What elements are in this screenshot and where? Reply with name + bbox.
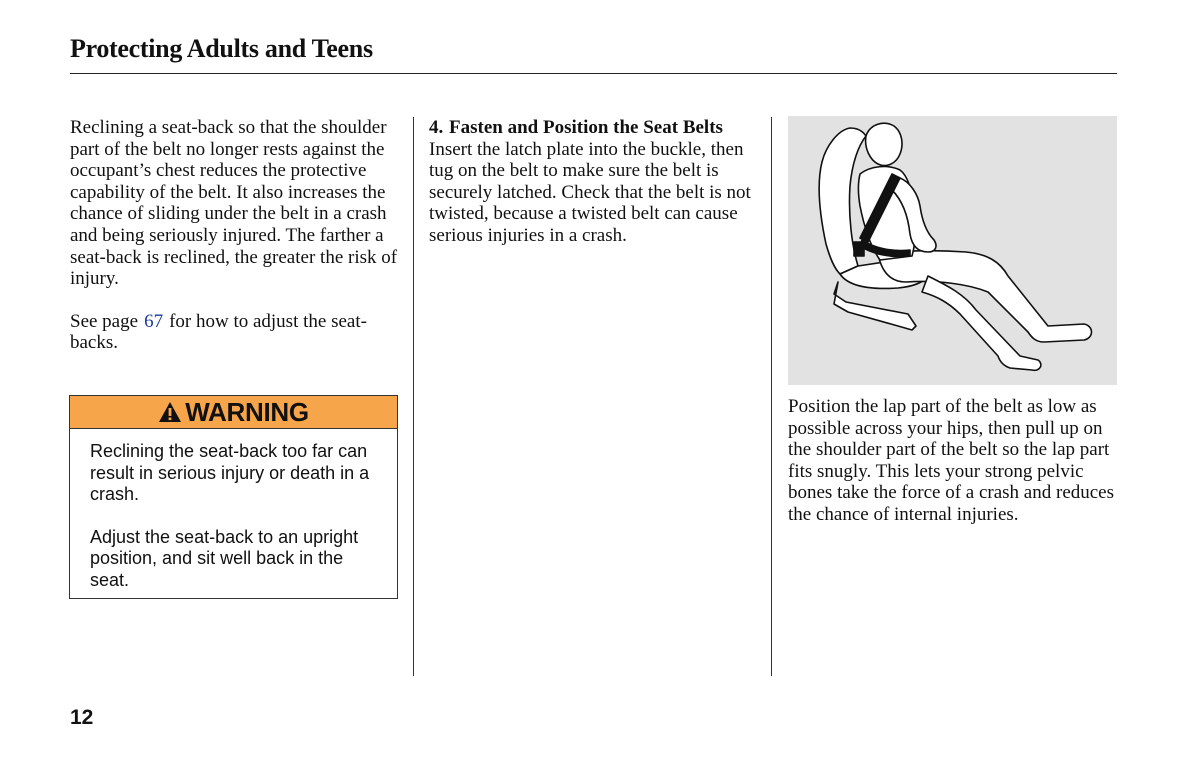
see-page-prefix: See page: [70, 310, 139, 332]
warning-text-1: Reclining the seat-back too far can result in serious injury or death in a crash.: [90, 441, 370, 505]
fasten-paragraph: Insert the latch plate into the buckle, then tug on the belt to make sure the belt is securely latched. Check that the belt is not twisted, because a twisted belt can cause serious injuries in a crash.: [429, 138, 751, 246]
warning-box: [69, 395, 398, 599]
column-divider-right: [771, 117, 772, 676]
middle-column: [429, 117, 765, 247]
step-number: 4.: [429, 117, 444, 138]
page-number: 12: [70, 706, 94, 729]
page-link[interactable]: 67: [144, 310, 164, 332]
column-divider-left: [413, 117, 414, 676]
seat-belt-illustration: [788, 116, 1117, 385]
right-column: [788, 396, 1120, 526]
lap-belt-paragraph: Position the lap part of the belt as low as possible across your hips, then pull up on the shoulder part of the belt so the lap part fits snugly. This lets your strong pelvic bones take the force of a crash and reduces the chance of internal injuries.: [788, 396, 1115, 525]
warning-label: WARNING: [185, 396, 309, 427]
warning-body: [70, 429, 397, 592]
warning-triangle-icon: [158, 401, 182, 423]
warning-text-2: Adjust the seat-back to an upright position, and sit well back in the seat.: [90, 526, 359, 590]
warning-header: [70, 396, 397, 429]
step-heading: [429, 117, 765, 139]
step-title: Fasten and Position the Seat Belts: [449, 117, 723, 138]
page-title: Protecting Adults and Teens: [70, 34, 373, 63]
see-page-paragraph: [70, 311, 400, 354]
title-divider: [70, 73, 1117, 74]
see-page-suffix: for how to adjust the seat-backs.: [70, 310, 367, 354]
left-column: [70, 117, 400, 354]
recline-paragraph: Reclining a seat-back so that the shoulder part of the belt no longer rests against the occupant’s chest reduces the protective capability of the belt. It also increases the chance of sliding under the belt in a crash and being seriously injured. The farther a seat-back is reclined, the greater the risk of injury.: [70, 117, 398, 290]
seated-person-illustration: [788, 116, 1117, 385]
